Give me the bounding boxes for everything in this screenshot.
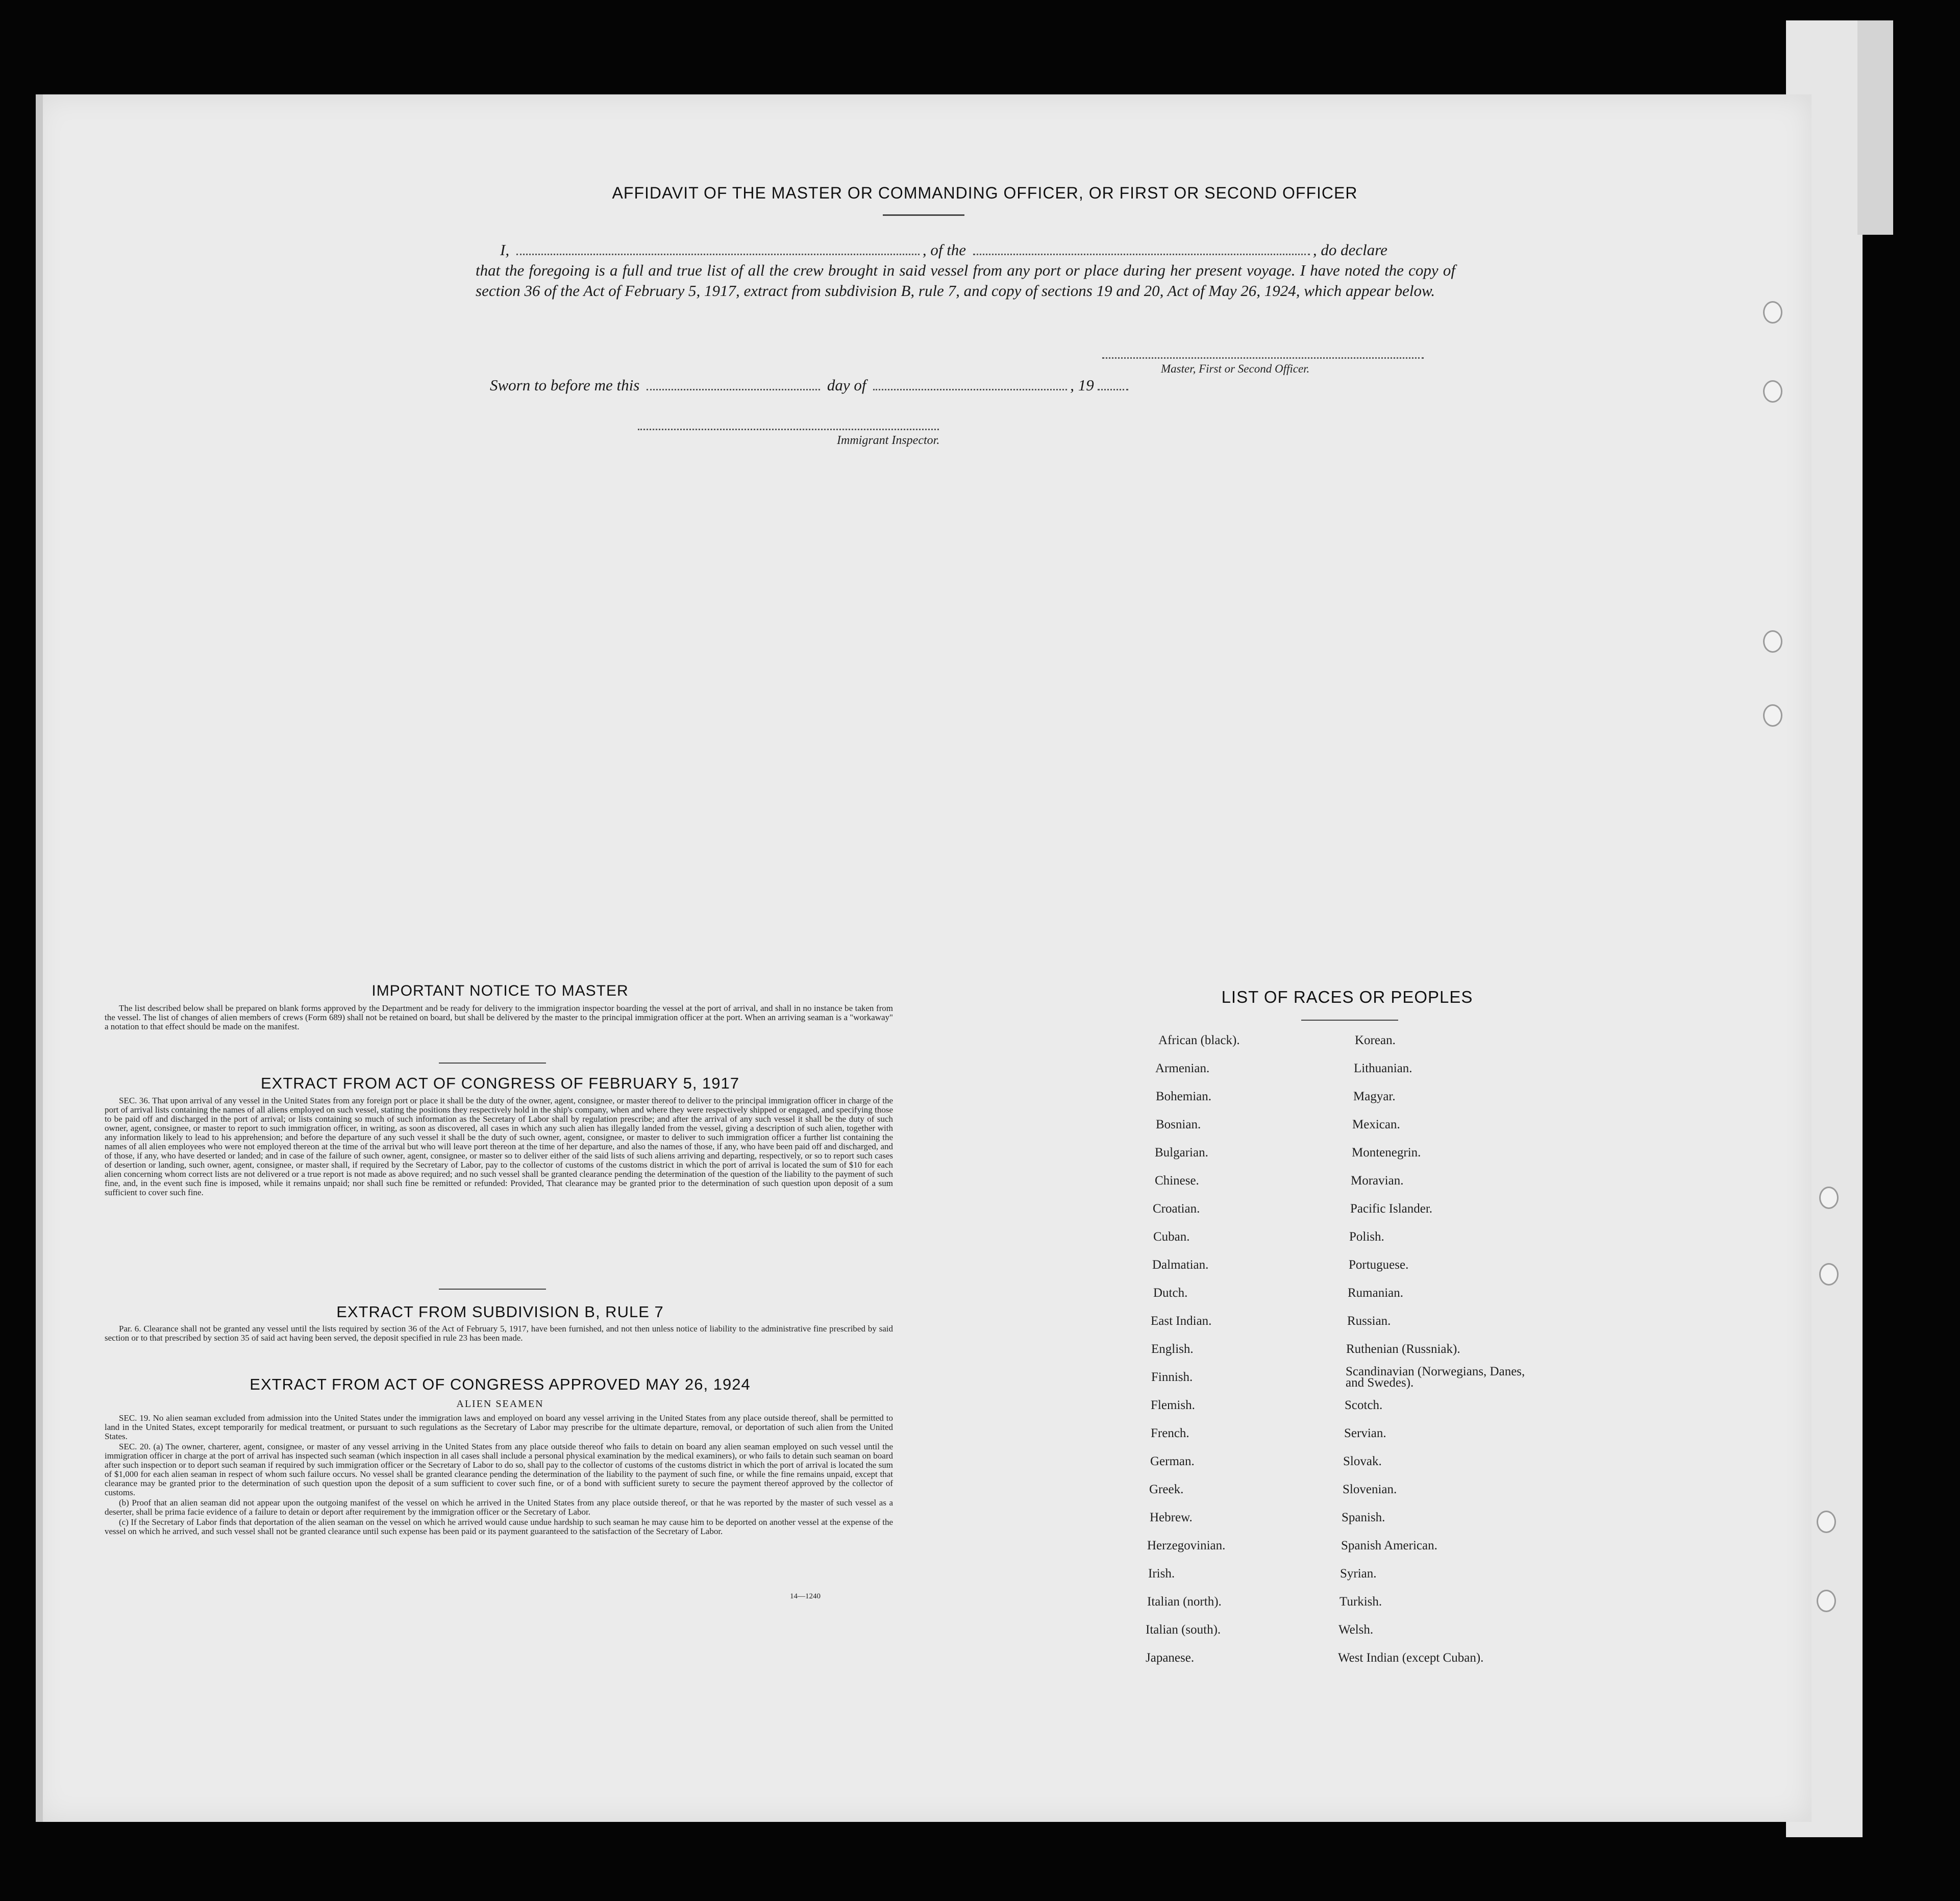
race-list-item: Scandinavian (Norwegians, Danes, and Swedes). xyxy=(1346,1365,1525,1390)
race-list-item: Moravian. xyxy=(1351,1174,1404,1188)
race-list-item: Scotch. xyxy=(1345,1398,1383,1412)
race-list-item: Korean. xyxy=(1355,1033,1396,1047)
race-list-item: Japanese. xyxy=(1146,1651,1195,1665)
sworn-year-field[interactable] xyxy=(1098,378,1128,390)
race-list-item: Welsh. xyxy=(1338,1623,1374,1637)
sworn-line xyxy=(490,375,1255,396)
race-list-item: Italian (south). xyxy=(1146,1623,1221,1637)
race-list-item: Irish. xyxy=(1148,1567,1175,1581)
race-list-item: Bosnian. xyxy=(1156,1118,1201,1131)
race-list-item: West Indian (except Cuban). xyxy=(1338,1651,1484,1665)
affidavit-title-rule xyxy=(883,214,964,216)
adjacent-page-tab xyxy=(1857,20,1893,235)
extract-1924-paragraph: SEC. 20. (a) The owner, charterer, agent, consignee, or master of any vessel arriving in the United States from any place outside thereof who fails to detain on board any alien seaman employed on such vessel until the immigration officer in charge at the port of arrival has inspected such seaman (which inspection in all cases shall include a personal physical examination by the medical examiners), or who fails to detain such seaman on board after such inspection or to deport such seaman if required by such immigration officer or the Secretary of Labor to do so, shall pay to the collector of customs of the customs district in which the port of arrival is located the sum of $1,000 for each alien seaman in respect of whom such failure occurs. No vessel shall be granted clearance pending the determination of the liability to the payment of such fine, or while the fine remains unpaid, except that clearance may be granted prior to the determination of such question upon the deposit of a sum sufficient to cover such fine, or of a bond with sufficient surety to secure the payment thereof approved by the collector of customs. xyxy=(105,1442,893,1497)
race-list-item: Flemish. xyxy=(1151,1398,1195,1412)
race-list-item: Slovenian. xyxy=(1343,1483,1397,1496)
race-list-item: Turkish. xyxy=(1339,1595,1382,1609)
punch-hole-icon xyxy=(1819,1263,1839,1286)
race-list-item: Spanish American. xyxy=(1341,1539,1437,1552)
affidavit-of-the-label: , of the xyxy=(922,241,966,259)
race-list-item: Croatian. xyxy=(1153,1202,1200,1216)
inspector-signature-line[interactable] xyxy=(638,429,939,430)
race-list-item: Rumanian. xyxy=(1348,1286,1404,1300)
race-list-item: Portuguese. xyxy=(1349,1258,1409,1272)
master-signature-line[interactable] xyxy=(1102,357,1424,359)
extract-rule7-title: EXTRACT FROM SUBDIVISION B, RULE 7 xyxy=(336,1303,664,1321)
race-list-item: Dutch. xyxy=(1153,1286,1188,1300)
affidavit-title: AFFIDAVIT OF THE MASTER OR COMMANDING OFFICER, OR FIRST OR SECOND OFFICER xyxy=(612,184,1358,202)
race-list-item: Greek. xyxy=(1149,1483,1184,1496)
inspector-signature-label: Immigrant Inspector. xyxy=(837,434,940,447)
master-signature-label: Master, First or Second Officer. xyxy=(1161,362,1310,375)
page-binding-edge xyxy=(36,94,43,1822)
punch-hole-icon xyxy=(1817,1590,1836,1612)
affidavit-i-label: I, xyxy=(500,241,510,259)
race-list-item: Finnish. xyxy=(1151,1370,1193,1384)
punch-hole-icon xyxy=(1817,1511,1836,1533)
race-list-item: Magyar. xyxy=(1353,1090,1396,1103)
sworn-prefix-label: Sworn to before me this xyxy=(490,376,640,394)
extract-1924-subtitle: ALIEN SEAMEN xyxy=(456,1398,544,1410)
affidavit-body-text: that the foregoing is a full and true list of all the crew brought in said vessel from any port or place during her present voyage. I have noted the copy of section 36 of the Act of February 5, 1917, extract from subdivision B, rule 7, and copy of sections 19 and 20, Act of May 26, 1924, which appear below. xyxy=(476,261,1455,300)
sworn-month-field[interactable] xyxy=(873,378,1067,390)
punch-hole-icon xyxy=(1763,704,1782,727)
master-name-field[interactable] xyxy=(516,242,920,255)
vessel-name-field[interactable] xyxy=(973,242,1310,255)
extract-rule7-paragraph: Par. 6. Clearance shall not be granted any vessel until the lists required by section 36 of the Act of February 5, 1917, have been furnished, and not then unless notice of liability to the administrative fine prescribed by said section or to that prescribed by section 35 of said act having been served, the deposit specified in rule 23 has been made. xyxy=(105,1324,893,1343)
race-list-item: Mexican. xyxy=(1352,1118,1400,1131)
sworn-day-field[interactable] xyxy=(647,378,820,390)
sworn-day-of-label: day of xyxy=(827,376,866,394)
race-list-item: East Indian. xyxy=(1151,1314,1212,1328)
race-list-item: Ruthenian (Russniak). xyxy=(1346,1342,1460,1356)
extract-1924-paragraph: (b) Proof that an alien seaman did not appear upon the outgoing manifest of the vessel on which he arrived in the United States from any place outside thereof, or that he was reported by the master of such vessel as a deserter, shall be prima facie evidence of a failure to detain or deport after requirement by the immigration officer or the Secretary of Labor. xyxy=(105,1498,893,1517)
race-list-item: Cuban. xyxy=(1153,1230,1190,1244)
race-list-item: Polish. xyxy=(1349,1230,1384,1244)
extract-1924-paragraph: (c) If the Secretary of Labor finds that deportation of the alien seaman on the vessel on which he arrived would cause undue hardship to such seaman he may cause him to be deported on another vessel at the expense of the vessel on which he arrived, and such vessel shall not be granted clearance until such expense has been paid or its payment guaranteed to the satisfaction of the Secretary of Labor. xyxy=(105,1517,893,1536)
race-list-item: Servian. xyxy=(1344,1426,1386,1440)
extract-1917-text xyxy=(105,1096,893,1198)
notice-paragraph: The list described below shall be prepared on blank forms approved by the Department and be ready for delivery to the immigration inspector boarding the vessel at the port of arrival, and shall in no instance be taken from the vessel. The list of changes of alien members of crews (Form 689) shall not be retained on board, but shall be delivered by the master to the principal immigration officer at the port. When an arriving seaman is a "workaway" a notation to that effect should be made on the manifest. xyxy=(105,1003,893,1031)
race-list-item: Syrian. xyxy=(1340,1567,1377,1581)
race-list-item: Bohemian. xyxy=(1156,1090,1212,1103)
race-list-item: English. xyxy=(1151,1342,1194,1356)
race-list-item: Pacific Islander. xyxy=(1350,1202,1433,1216)
document-page xyxy=(36,94,1812,1822)
extract-1924-paragraph: SEC. 19. No alien seaman excluded from admission into the United States under the immigration laws and employed on board any vessel arriving in the United States from any place outside thereof, shall be permitted to land in the United States, except temporarily for medical treatment, or pursuant to such regulations as the Secretary of Labor may prescribe for the ultimate departure, removal, or deportation of such alien from the United States. xyxy=(105,1413,893,1441)
notice-divider xyxy=(439,1063,546,1064)
race-list-item: Spanish. xyxy=(1342,1511,1385,1524)
extract-1924-title: EXTRACT FROM ACT OF CONGRESS APPROVED MAY 26, 1924 xyxy=(250,1375,751,1393)
notice-title: IMPORTANT NOTICE TO MASTER xyxy=(371,982,629,999)
notice-text xyxy=(105,1004,893,1032)
race-list-item: Herzegovinian. xyxy=(1147,1539,1226,1552)
race-list-item: Dalmatian. xyxy=(1152,1258,1209,1272)
race-list-item: German. xyxy=(1150,1454,1195,1468)
race-list-item: French. xyxy=(1151,1426,1189,1440)
race-list-item: Italian (north). xyxy=(1147,1595,1222,1609)
race-list-item: Chinese. xyxy=(1155,1174,1199,1188)
extract-1917-divider xyxy=(439,1289,546,1290)
race-list-item: Bulgarian. xyxy=(1155,1146,1208,1159)
punch-hole-icon xyxy=(1763,630,1782,653)
extract-rule7-text xyxy=(105,1324,893,1344)
form-number: 14—1240 xyxy=(790,1592,821,1600)
race-list-item: Lithuanian. xyxy=(1354,1061,1412,1075)
race-list-item: African (black). xyxy=(1158,1033,1240,1047)
extract-1917-title: EXTRACT FROM ACT OF CONGRESS OF FEBRUARY 5, 1917 xyxy=(260,1074,740,1092)
race-list-item: Montenegrin. xyxy=(1352,1146,1421,1159)
affidavit-first-line xyxy=(480,240,1459,260)
race-list-item: Hebrew. xyxy=(1150,1511,1193,1524)
races-title-rule xyxy=(1301,1020,1398,1021)
races-title: LIST OF RACES OR PEOPLES xyxy=(1221,987,1473,1006)
punch-hole-icon xyxy=(1819,1187,1839,1209)
extract-1924-text xyxy=(105,1414,893,1537)
affidavit-declare-label: , do declare xyxy=(1312,241,1387,259)
punch-hole-icon xyxy=(1763,301,1782,324)
race-list-item: Russian. xyxy=(1347,1314,1391,1328)
race-list-item: Slovak. xyxy=(1343,1454,1382,1468)
race-list-item: Armenian. xyxy=(1155,1061,1210,1075)
sworn-year-label: , 19 xyxy=(1070,376,1094,394)
punch-hole-icon xyxy=(1763,380,1782,403)
extract-1917-paragraph: SEC. 36. That upon arrival of any vessel in the United States from any foreign port or place it shall be the duty of the owner, agent, consignee, or master thereof to deliver to the principal immigration officer in charge of the port of arrival lists containing the names of all aliens employed on such vessel, stating the positions they respectively hold in the ship's company, when and where they were respectively shipped or engaged, and specifying those to be paid off and discharged in the port of arrival; or lists containing so much of such information as the Secretary of Labor shall by regulation prescribe; and after the arrival of any such vessel it shall be the duty of such owner, agent, consignee, or master to report to such immigration officer, in writing, as soon as discovered, all cases in which any such alien has illegally landed from the vessel, giving a description of such alien, together with any information likely to lead to his apprehension; and before the departure of any such vessel it shall be the duty of such owner, agent, consignee, or master to deliver to such immigration officer a further list containing the names of all alien employees who were not employed thereon at the time of the arrival but who will leave port thereon at the time of her departure, and also the names of those, if any, who have been paid off and discharged, and of those, if any, who have deserted or landed; and in case of the failure of such owner, agent, consignee, or master so to deliver either of the said lists of such aliens arriving and departing, respectively, or so to report such cases of desertion or landing, such owner, agent, consignee, or master shall, if required by the Secretary of Labor, pay to the collector of customs of the customs district in which the port of arrival is located the sum of $10 for each alien concerning whom correct lists are not delivered or a true report is not made as above required; and no such vessel shall be granted clearance pending the determination of the question of the liability to the payment of such fine, and, in the event such fine is imposed, while it remains unpaid; nor shall such fine be remitted or refunded: Provided, That clearance may be granted prior to the determination of such question upon deposit of a sum sufficient to cover such fine. xyxy=(105,1096,893,1197)
